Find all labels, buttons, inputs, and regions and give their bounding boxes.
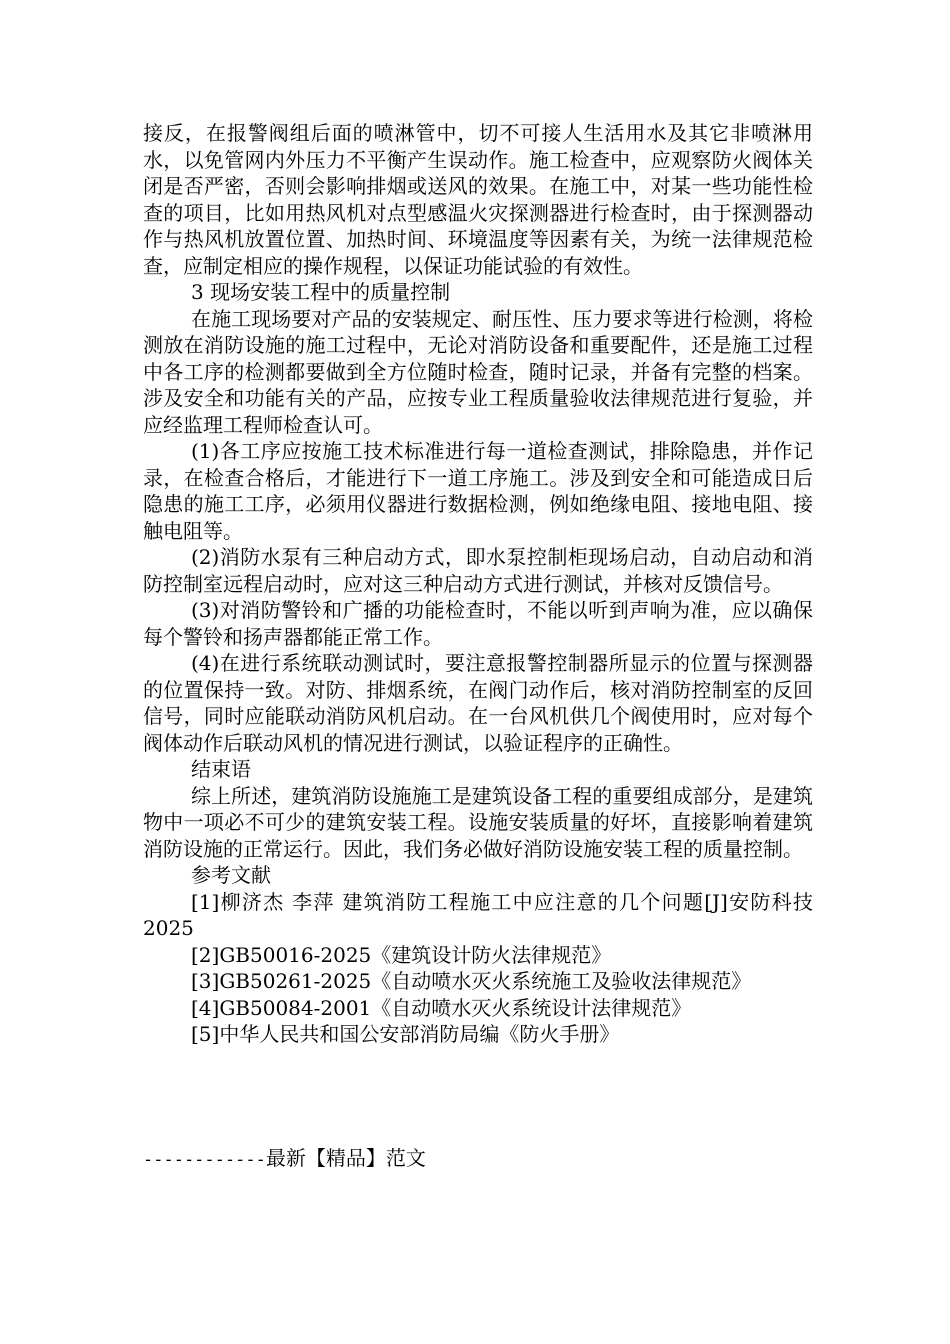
section-heading-quality-control: 3 现场安装工程中的质量控制 — [191, 280, 451, 304]
paragraph-item-2: (2)消防水泵有三种启动方式，即水泵控制柜现场启动，自动启动和消防控制室远程启动时，应对这三种启动方式进行测试，并核对反馈信号。 — [143, 545, 813, 596]
document-body — [143, 120, 813, 1048]
footer-label: 最新【精品】范文 — [265, 1146, 426, 1170]
paragraph-item-4: (4)在进行系统联动测试时，要注意报警控制器所显示的位置与探测器的位置保持一致。对防、排烟系统，在阀门动作后，核对消防控制室的反回信号，同时应能联动消防风机启动。在一台风机供几个阀使用时，应对每个阀体动作后联动风机的情况进行测试，以验证程序的正确性。 — [143, 651, 813, 755]
section-heading-conclusion: 结束语 — [191, 757, 251, 781]
paragraph-item-3: (3)对消防警铃和广播的功能检查时，不能以听到声响为准，应以确保每个警铃和扬声器都能正常工作。 — [143, 598, 813, 649]
footer-dashes: ------------ — [143, 1150, 266, 1170]
paragraph-item-1: (1)各工序应按施工技术标准进行每一道检查测试，排除隐患，并作记录，在检查合格后，才能进行下一道工序施工。涉及到安全和可能造成日后隐患的施工工序，必须用仪器进行数据检测，例如绝缘电阻、接地电阻、接触电阻等。 — [143, 439, 813, 543]
reference-item: [5]中华人民共和国公安部消防局编《防火手册》 — [191, 1022, 620, 1046]
paragraph-conclusion: 综上所述，建筑消防设施施工是建筑设备工程的重要组成部分，是建筑物中一项必不可少的建筑安装工程。设施安装质量的好坏，直接影响着建筑消防设施的正常运行。因此，我们务必做好消防设施安装工程的质量控制。 — [143, 783, 813, 861]
reference-item: [1]柳济杰 李萍 建筑消防工程施工中应注意的几个问题[J]安防科技 2025 — [143, 889, 813, 940]
reference-item: [3]GB50261-2025《自动喷水灭火系统施工及验收法律规范》 — [191, 969, 752, 993]
section-heading-references: 参考文献 — [191, 863, 271, 887]
page-footer — [143, 1144, 426, 1174]
paragraph-continuation: 接反，在报警阀组后面的喷淋管中，切不可接人生活用水及其它非喷淋用水，以免管网内外压力不平衡产生误动作。施工检查中，应观察防火阀体关闭是否严密，否则会影响排烟或送风的效果。在施工中，对某一些功能性检查的项目，比如用热风机对点型感温火灾探测器进行检查时，由于探测器动作与热风机放置位置、加热时间、环境温度等因素有关，为统一法律规范检查，应制定相应的操作规程，以保证功能试验的有效性。 — [143, 121, 813, 278]
reference-item: [4]GB50084-2001《自动喷水灭火系统设计法律规范》 — [191, 995, 692, 1020]
reference-item: [2]GB50016-2025《建筑设计防火法律规范》 — [191, 942, 612, 967]
reference-list — [143, 889, 813, 1048]
paragraph-onsite-inspection: 在施工现场要对产品的安装规定、耐压性、压力要求等进行检测，将检测放在消防设施的施工过程中，无论对消防设备和重要配件，还是施工过程中各工序的检测都要做到全方位随时检查，随时记录，并备有完整的档案。涉及安全和功能有关的产品，应按专业工程质量验收法律规范进行复验，并应经监理工程师检查认可。 — [143, 306, 813, 437]
